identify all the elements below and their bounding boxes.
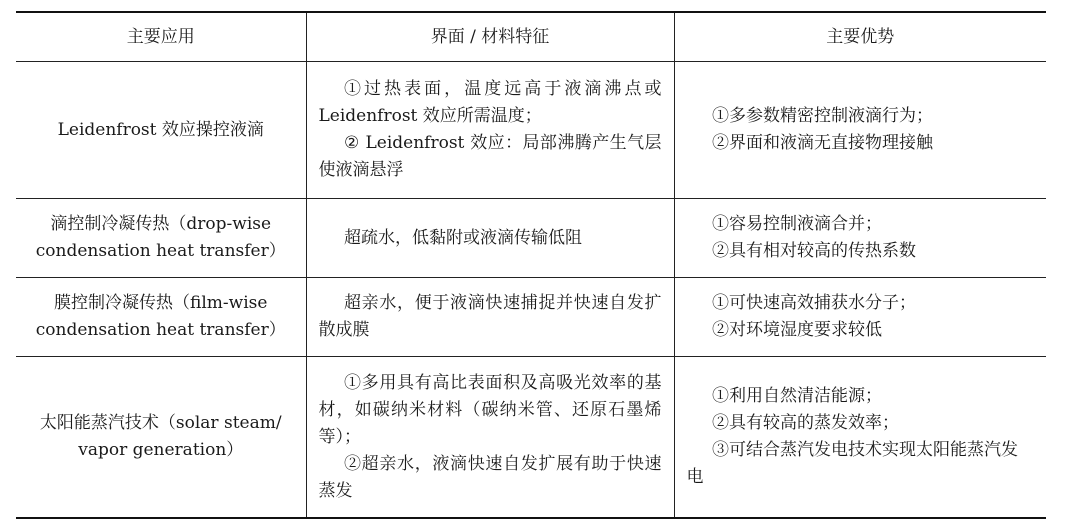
- cell-features: [306, 278, 674, 357]
- cell-advantages: [674, 278, 1046, 357]
- advantage-item: ①容易控制液滴合并；: [712, 214, 882, 234]
- cell-application: 太阳能蒸汽技术（solar steam/ vapor generation）: [16, 357, 306, 519]
- feature-item: 超疏水，低黏附或液滴传输低阻: [344, 227, 582, 248]
- feature-item: ②超亲水，液滴快速自发扩展有助于快速蒸发: [318, 453, 662, 501]
- advantage-item: ②具有较高的蒸发效率；: [712, 413, 899, 433]
- advantage-item: ①可快速高效捕获水分子；: [712, 293, 916, 313]
- table-row: [16, 278, 1046, 357]
- cell-features: [306, 62, 674, 199]
- table-row: [16, 199, 1046, 278]
- table-header: [16, 12, 1046, 62]
- advantage-item: ②界面和液滴无直接物理接触: [712, 133, 933, 153]
- table-body: [16, 62, 1046, 519]
- table-row: [16, 357, 1046, 519]
- feature-item: ② Leidenfrost 效应：局部沸腾产生气层使液滴悬浮: [318, 133, 662, 180]
- feature-item: ①多用具有高比表面积及高吸光效率的基材，如碳纳米材料（碳纳米管、还原石墨烯等）；: [318, 372, 662, 447]
- advantage-item: ①利用自然清洁能源；: [712, 386, 882, 406]
- header-features: 界面 / 材料特征: [306, 12, 674, 62]
- advantage-item: ①多参数精密控制液滴行为；: [712, 106, 933, 126]
- feature-item: ①过热表面，温度远高于液滴沸点或Leidenfrost 效应所需温度；: [318, 79, 662, 126]
- advantage-item: ③可结合蒸汽发电技术实现太阳能蒸汽发电: [686, 440, 1018, 487]
- cell-advantages: [674, 357, 1046, 519]
- cell-features: [306, 357, 674, 519]
- header-advantages: 主要优势: [674, 12, 1046, 62]
- cell-application: Leidenfrost 效应操控液滴: [16, 62, 306, 199]
- cell-features: [306, 199, 674, 278]
- comparison-table-container: [16, 11, 1046, 519]
- header-row: [16, 12, 1046, 62]
- cell-advantages: [674, 62, 1046, 199]
- cell-application: 滴控制冷凝传热（drop-wise condensation heat transfer）: [16, 199, 306, 278]
- feature-item: 超亲水，便于液滴快速捕捉并快速自发扩散成膜: [318, 293, 662, 340]
- cell-application: 膜控制冷凝传热（film-wise condensation heat transfer）: [16, 278, 306, 357]
- advantage-item: ②具有相对较高的传热系数: [712, 241, 916, 261]
- advantage-item: ②对环境湿度要求较低: [712, 320, 882, 340]
- cell-advantages: [674, 199, 1046, 278]
- header-application: 主要应用: [16, 12, 306, 62]
- table-row: [16, 62, 1046, 199]
- comparison-table: [16, 11, 1046, 519]
